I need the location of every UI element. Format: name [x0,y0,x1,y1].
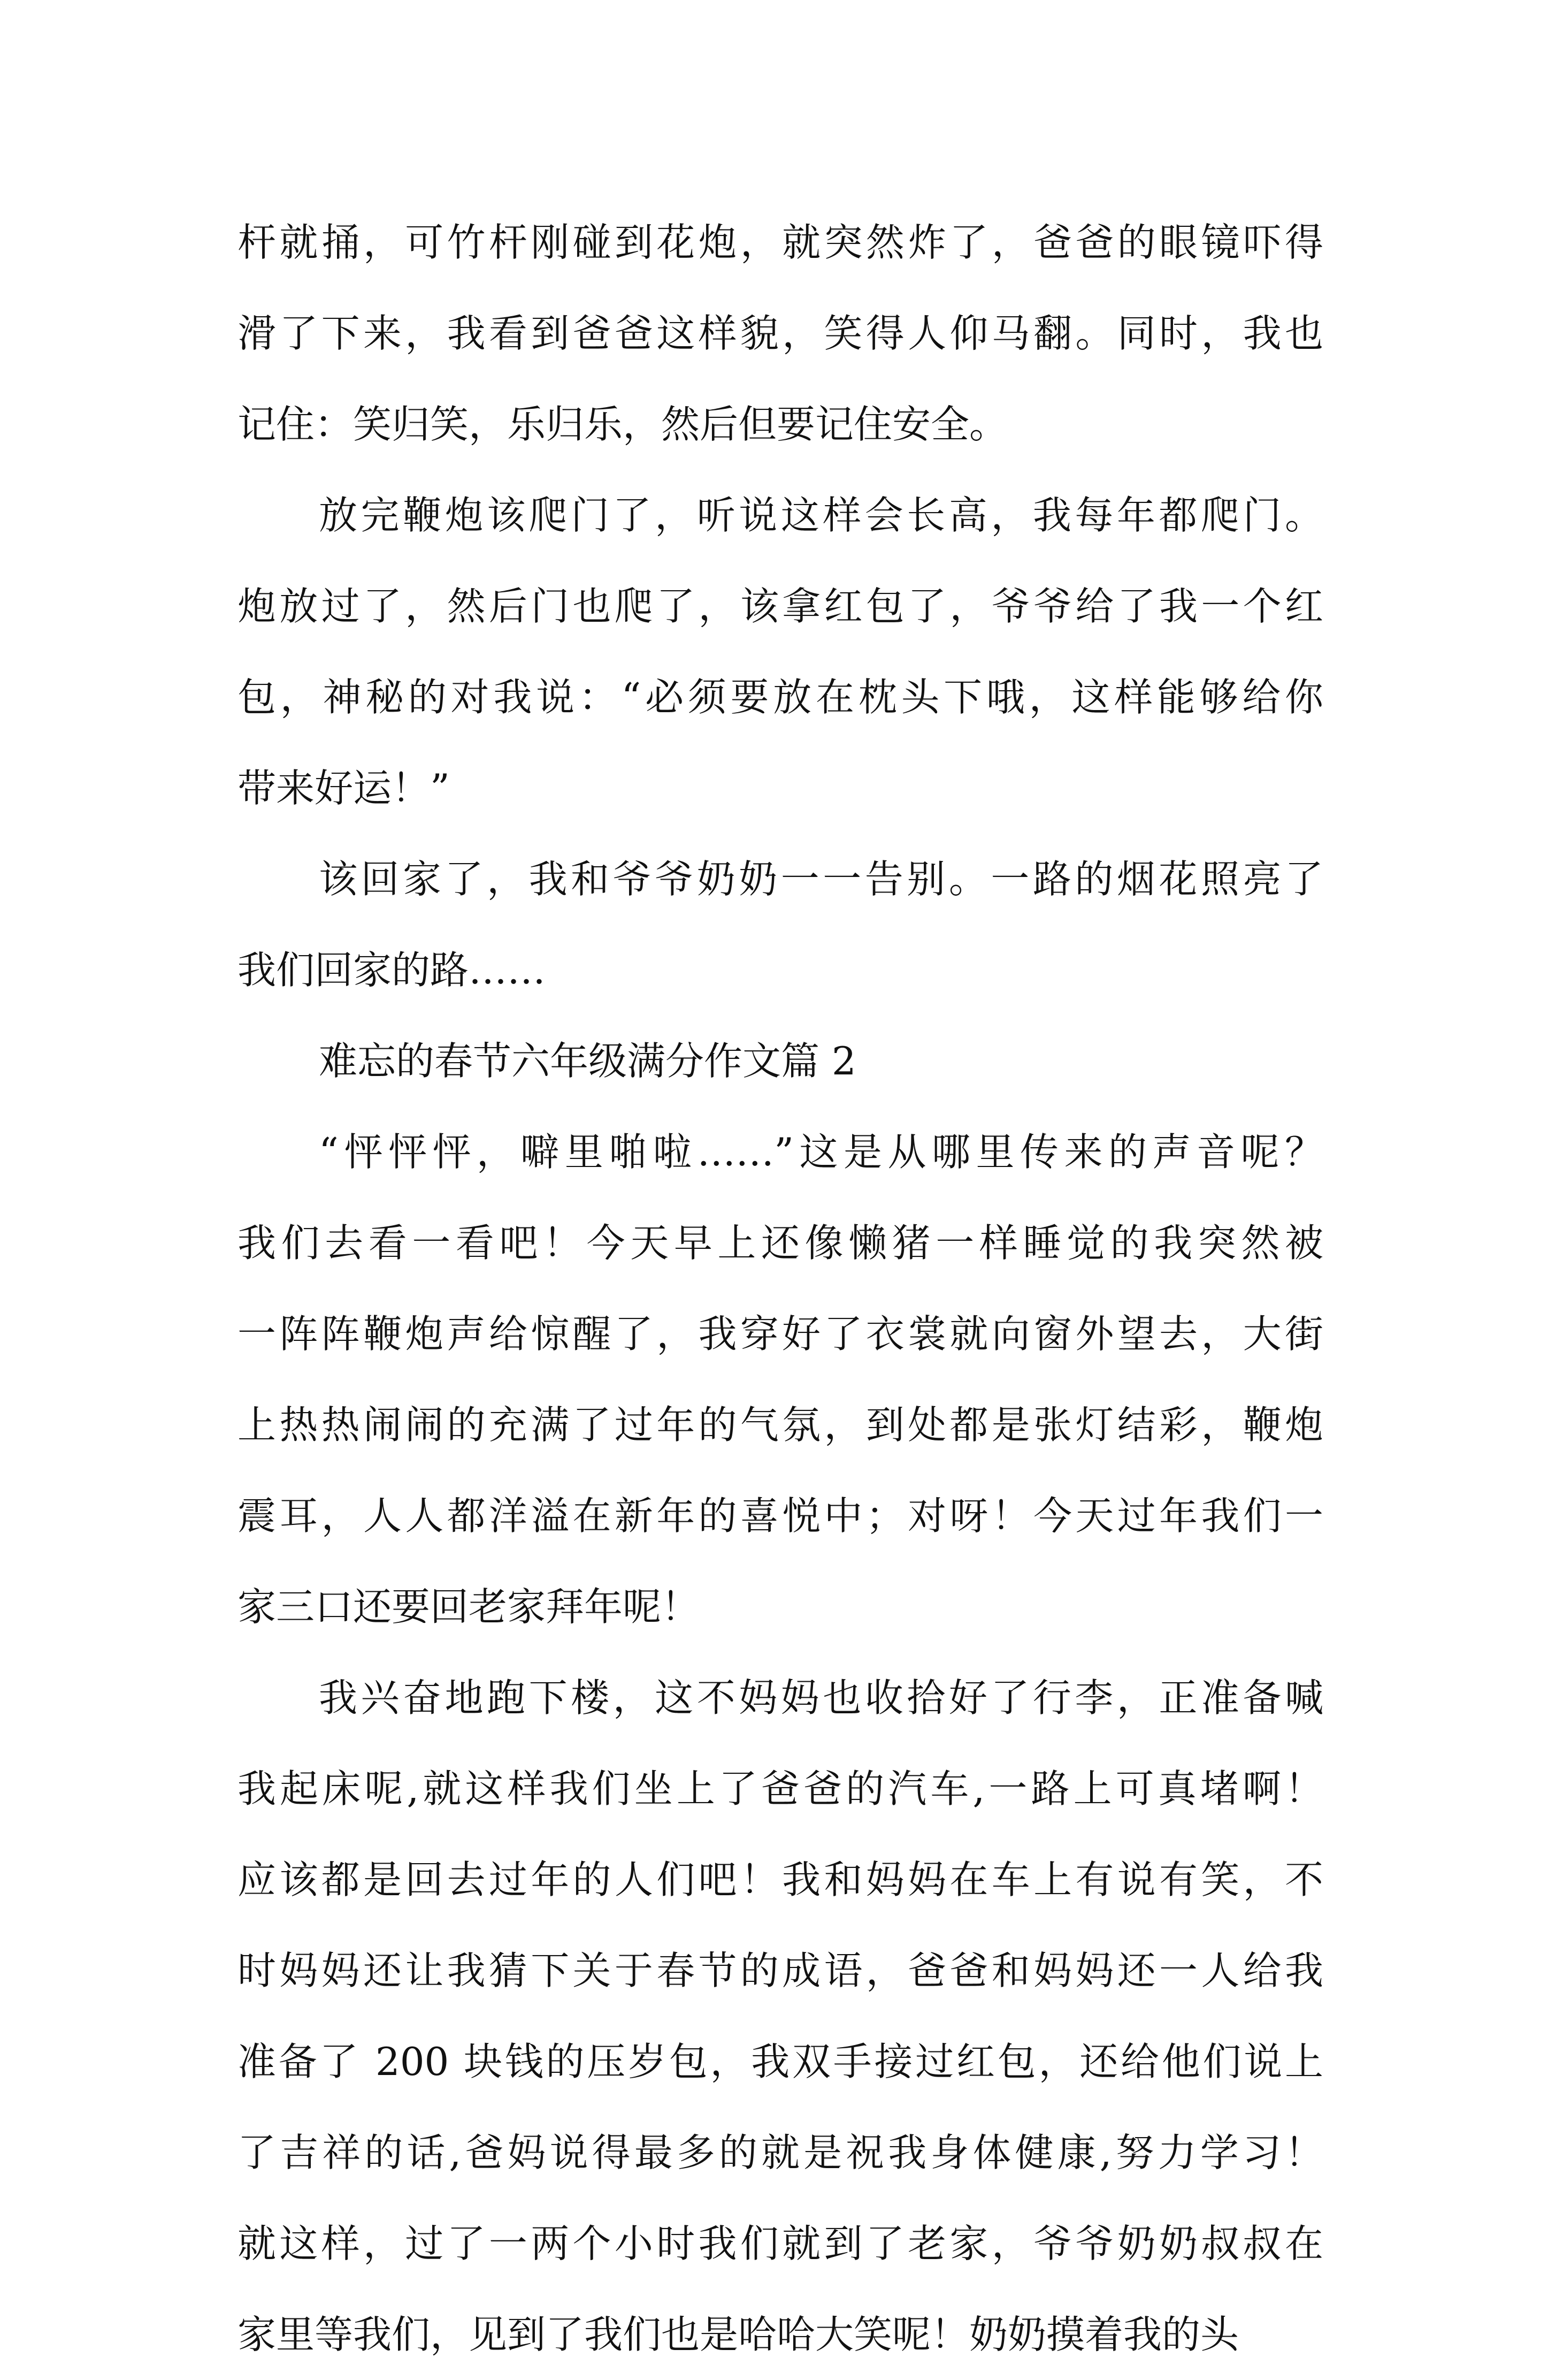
text-line: 上热热闹闹的充满了过年的气氛，到处都是张灯结彩，鞭炮 [237,1402,1323,1447]
text-line: 放完鞭炮该爬门了，听说这样会长高，我每年都爬门。 [319,493,1323,538]
text-line: 记住：笑归笑，乐归乐，然后但要记住安全。 [237,402,1008,447]
text-line: 杆就捅，可竹杆刚碰到花炮，就突然炸了，爸爸的眼镜吓得 [237,220,1323,265]
text-line: 炮放过了，然后门也爬了，该拿红包了，爷爷给了我一个红 [237,584,1323,629]
text-line: 准备了 200 块钱的压岁包，我双手接过红包，还给他们说上 [237,2039,1323,2084]
text-line: 就这样，过了一两个小时我们就到了老家，爷爷奶奶叔叔在 [237,2221,1323,2266]
text-line: 家里等我们，见到了我们也是哈哈大笑呢！奶奶摸着我的头 [237,2312,1239,2357]
text-line: 滑了下来，我看到爸爸这样貌，笑得人仰马翻。同时，我也 [237,311,1323,356]
text-line: 家三口还要回老家拜年呢！ [237,1584,700,1629]
text-line: 难忘的春节六年级满分作文篇 2 [319,1039,856,1084]
text-line: 了吉祥的话,爸妈说得最多的就是祝我身体健康,努力学习！ [237,2130,1323,2175]
text-line: 我兴奋地跑下楼，这不妈妈也收拾好了行李，正准备喊 [319,1675,1323,1720]
text-line: 该回家了，我和爷爷奶奶一一告别。一路的烟花照亮了 [319,857,1323,902]
text-line: 包，神秘的对我说：“必须要放在枕头下哦，这样能够给你 [237,675,1323,720]
text-line: 我们回家的路…… [237,948,546,993]
paragraph [237,470,1323,834]
section-heading [237,1016,1323,1107]
text-line: 震耳，人人都洋溢在新年的喜悦中；对呀！今天过年我们一 [237,1493,1323,1538]
paragraph [237,1107,1323,1652]
text-line: 我们去看一看吧！今天早上还像懒猪一样睡觉的我突然被 [237,1220,1323,1265]
text-line: 带来好运！” [237,766,450,811]
paragraph [237,197,1323,470]
text-line: 时妈妈还让我猜下关于春节的成语，爸爸和妈妈还一人给我 [237,1948,1323,1993]
text-line: 一阵阵鞭炮声给惊醒了，我穿好了衣裳就向窗外望去，大街 [237,1311,1323,1356]
text-line: 应该都是回去过年的人们吧！我和妈妈在车上有说有笑，不 [237,1857,1323,1902]
paragraph [237,834,1323,1016]
text-line: 我起床呢,就这样我们坐上了爸爸的汽车,一路上可真堵啊！ [237,1766,1323,1811]
document-body [237,197,1323,2380]
text-line: “怦怦怦，噼里啪啦……”这是从哪里传来的声音呢？ [319,1130,1323,1174]
paragraph [237,1652,1323,2380]
